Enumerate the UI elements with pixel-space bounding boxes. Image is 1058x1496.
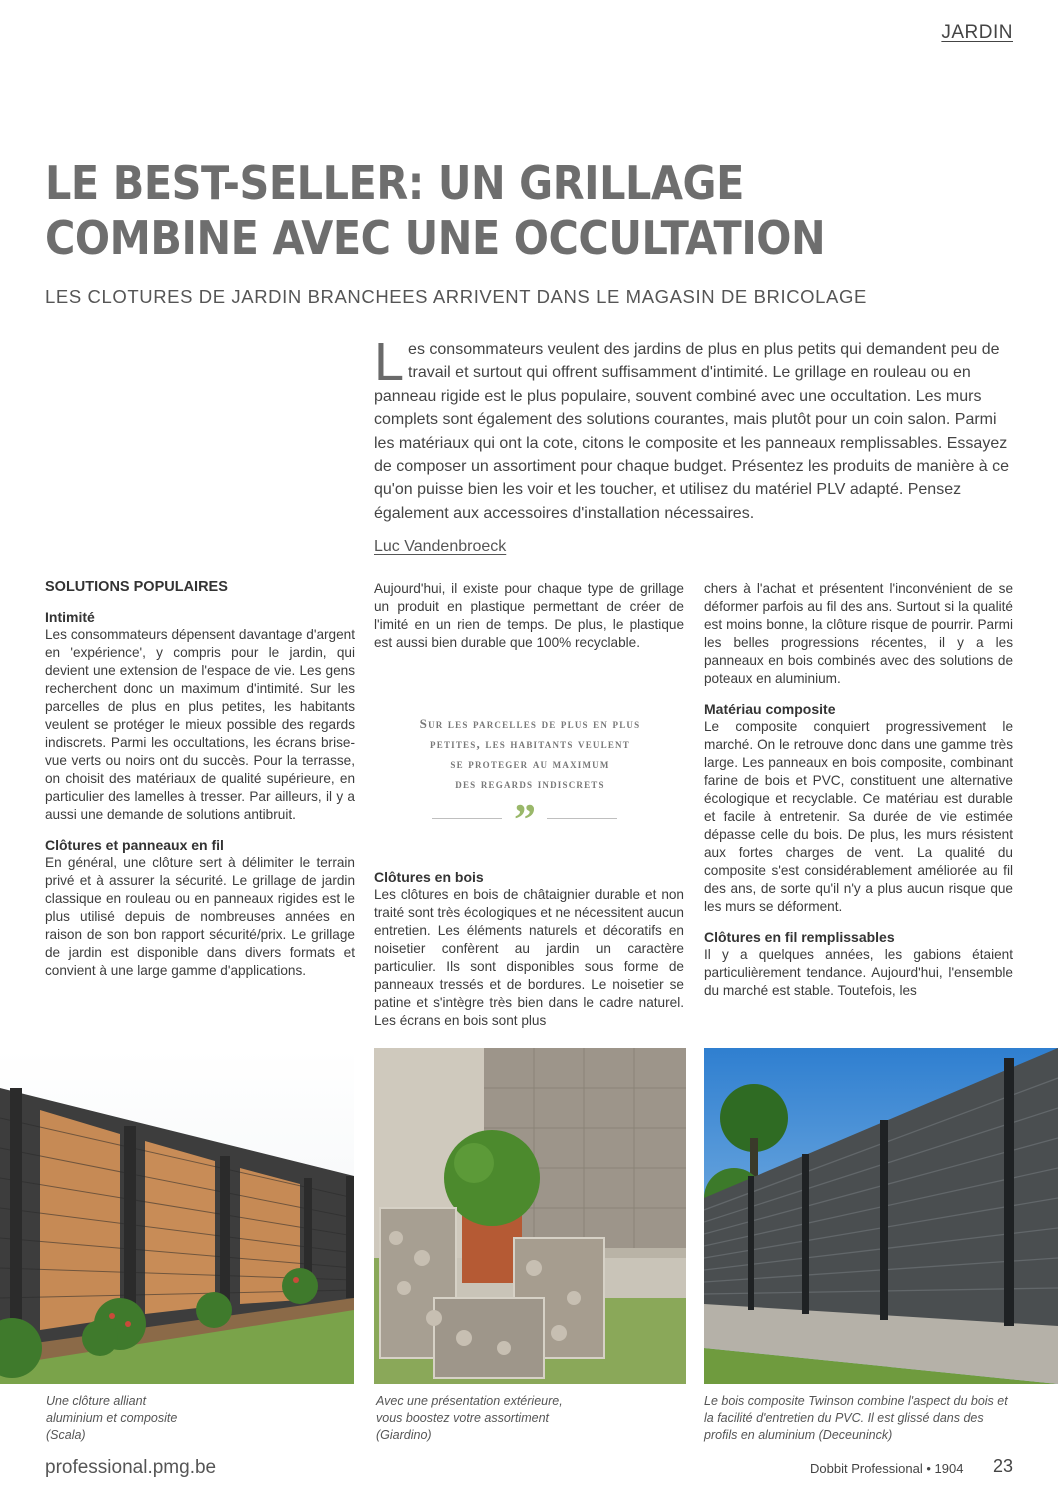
paragraph-composite: Le composite conquiert progressivement le marché. On le retrouve donc dans une gamme très large. Les panneaux en bois composite, combinant farine de bois et PVC, constituent une alternative écologique et recyclable. Ce matériau est durable et facile à entretenir. Sa durée de vie estimée dépasse celle du bois. De plus, les murs résistent aux fortes charges de vent. La qualité du composite s'est considérablement améliorée au fil des ans, de sorte qu'il n'y a plus aucun risque que les murs se déforment. xyxy=(704,719,1013,914)
subheading-fil: Clôtures et panneaux en fil xyxy=(45,837,224,853)
pull-quote xyxy=(394,714,666,794)
photo-composite-fence xyxy=(0,1048,354,1384)
caption-photo-3: Le bois composite Twinson combine l'aspect du bois et la facilité d'entretien du PVC. Il est glissé dans des profils en aluminium (Deceuninck) xyxy=(704,1394,1008,1442)
lead-paragraph xyxy=(374,332,1010,525)
pull-quote-line-4: des regards indiscrets xyxy=(455,776,605,791)
paragraph-intimite: Les consommateurs dépensent davantage d'argent en 'expérience', y compris pour le jardin, qui devient une extension de l'espace de vie. Les gens recherchent donc un maximum d'intimité. Sur les parcelles de plus en plus petites, les habitants veulent se protéger le mieux possible des regards indiscrets. Parmi les occultations, les écrans brise-vue verts ou noirs ont du succès. Pour la terrasse, on choisit des matériaux de qualité supérieure, en particulier des lamelles à tresser. Par ailleurs, il y a aussi une demande de solutions antibruit. xyxy=(45,627,355,822)
paragraph-bois-suite: chers à l'achat et présentent l'inconvénient de se déformer parfois au fil des ans. Surtout si la qualité est moins bonne, la clôture risque de pourrir. Parmi les belles progressions récentes, il y a les panneaux en bois combinés avec des solutions de poteaux en aluminium. xyxy=(704,581,1013,686)
subheading-composite: Matériau composite xyxy=(704,701,836,717)
photo-gabion-display xyxy=(374,1048,686,1384)
lead-text: es consommateurs veulent des jardins de plus en plus petits qui demandent peu de travail et surtout qui offrent suffisamment d'intimité. Le grillage en rouleau ou en panneau rigide est le plus populaire, souvent combiné avec une occultation. Les murs complets sont également des solutions courantes, mais plutôt pour un coin salon. Parmi les matériaux qui ont la cote, citons le composite et les panneaux remplissables. Essayez de composer un assortiment pour chaque budget. Présentez les produits de manière à ce qu'on puisse bien les voir et les toucher, et utilisez du matériel PLV adapté. Pensez également aux accessoires d'installation nécessaires. xyxy=(374,341,1010,522)
paragraph-fil: En général, une clôture sert à délimiter le terrain privé et à assurer la sécurité. Le grillage de jardin classique en rouleau ou en panneaux rigides est le plus utilisé depuis de nombreuses années en raison de son bon rapport sécurité/prix. Le grillage de jardin est disponible dans divers formats et convient à une large gamme d'applications. xyxy=(45,855,355,978)
pull-quote-line-3: se proteger au maximum xyxy=(450,756,610,771)
paragraph-plastique: Aujourd'hui, il existe pour chaque type de grillage un produit en plastique permettant de créer de l'imité en un rien de temps. De plus, le plastique est aussi bien durable que 100% recyclable. xyxy=(374,581,684,650)
drop-cap: L xyxy=(374,332,405,392)
pull-quote-rule-right xyxy=(547,818,617,819)
author-byline[interactable]: Luc Vandenbroeck xyxy=(374,538,507,555)
photo-twinson-fence xyxy=(704,1048,1058,1384)
column-2-bois xyxy=(374,868,684,1030)
subheadline: LES CLOTURES DE JARDIN BRANCHEES ARRIVENT DANS LE MAGASIN DE BRICOLAGE xyxy=(45,286,867,307)
paragraph-bois: Les clôtures en bois de châtaignier durable et non traité sont très écologiques et ne nécessitent aucun entretien. Les éléments naturels et décoratifs en noisetier confèrent au jardin un caractère particulier. Ils sont disponibles sous forme de panneaux tressés et de bordures. Le noisetier se patine et s'intègre très bien dans le cadre naturel. Les écrans en bois sont plus xyxy=(374,887,684,1028)
section-tag: JARDIN xyxy=(941,22,1013,43)
pull-quote-line-2: petites, les habitants veulent xyxy=(430,736,630,751)
column-2 xyxy=(374,580,684,652)
pull-quote-line-1: Sur les parcelles de plus en plus xyxy=(419,716,641,731)
caption-photo-1: Une clôture alliant aluminium et composite (Scala) xyxy=(46,1394,178,1442)
subheading-intimite: Intimité xyxy=(45,609,95,625)
headline-line-2: COMBINE AVEC UNE OCCULTATION xyxy=(45,211,826,265)
headline-line-1: LE BEST-SELLER: UN GRILLAGE xyxy=(45,156,744,210)
page-number: 23 xyxy=(993,1456,1014,1476)
column-3 xyxy=(704,580,1013,1000)
footer-publication: Dobbit Professional • 1904 xyxy=(810,1461,964,1476)
subheading-remplissables: Clôtures en fil remplissables xyxy=(704,929,895,945)
footer-website-link[interactable]: professional.pmg.be xyxy=(45,1457,217,1478)
headline xyxy=(45,156,909,266)
quote-mark-icon: ” xyxy=(514,795,536,844)
caption-photo-2: Avec une présentation extérieure, vous boostez votre assortiment (Giardino) xyxy=(376,1394,563,1442)
section-heading-solutions: SOLUTIONS POPULAIRES xyxy=(45,579,228,595)
column-1 xyxy=(45,578,355,980)
pull-quote-rule-left xyxy=(432,818,502,819)
paragraph-remplissables: Il y a quelques années, les gabions étaient particulièrement tendance. Aujourd'hui, l'ensemble du marché est stable. Toutefois, les xyxy=(704,947,1013,998)
subheading-bois: Clôtures en bois xyxy=(374,869,484,885)
